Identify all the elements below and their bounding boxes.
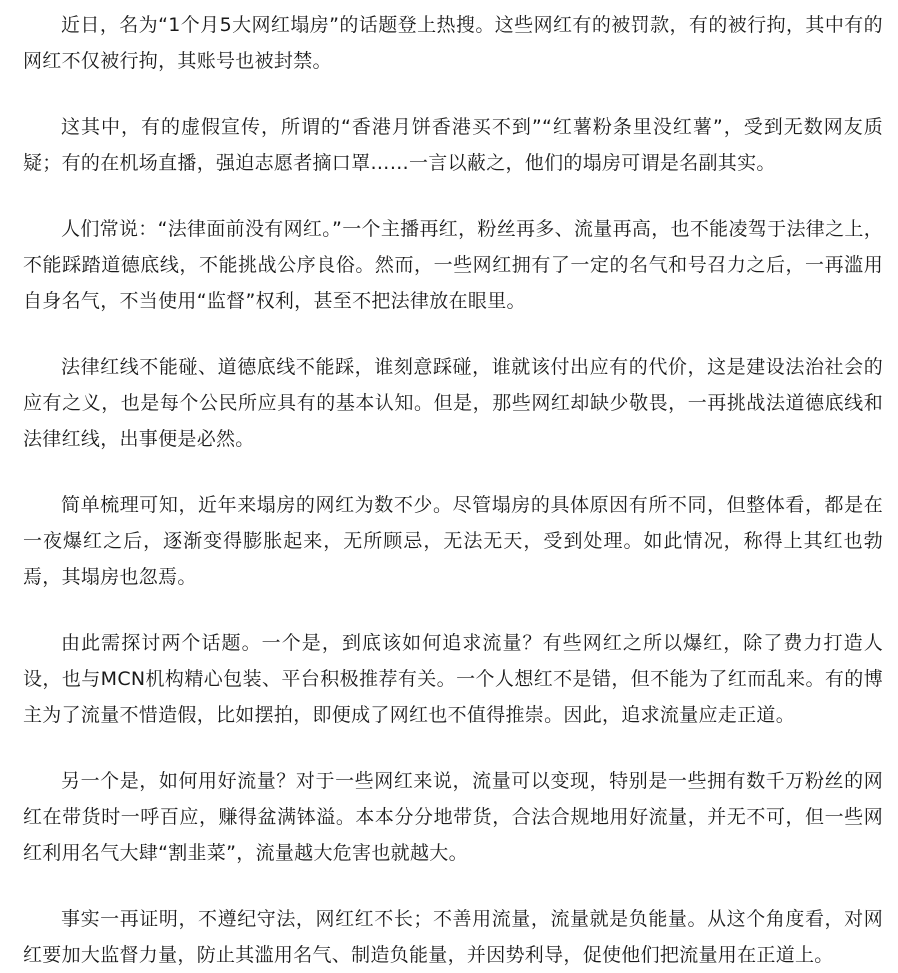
paragraph-7: 另一个是，如何用好流量？对于一些网红来说，流量可以变现，特别是一些拥有数千万粉丝的网红在带货时一呼百应，赚得盆满钵溢。本本分分地带货，合法合规地用好流量，并无不可，但一些网红利用名气大肆“割韭菜”，流量越大危害也就越大。	[23, 770, 883, 864]
paragraph-5: 简单梳理可知，近年来塌房的网红为数不少。尽管塌房的具体原因有所不同，但整体看，都是在一夜爆红之后，逐渐变得膨胀起来，无所顾忌，无法无天，受到处理。如此情况，称得上其红也勃焉，其塌房也忽焉。	[23, 494, 883, 588]
paragraph-6: 由此需探讨两个话题。一个是，到底该如何追求流量？有些网红之所以爆红，除了费力打造人设，也与MCN机构精心包装、平台积极推荐有关。一个人想红不是错，但不能为了红而乱来。有的博主为了流量不惜造假，比如摆拍，即便成了网红也不值得推崇。因此，追求流量应走正道。	[23, 632, 883, 726]
paragraph-3: 人们常说：“法律面前没有网红。”一个主播再红，粉丝再多、流量再高，也不能凌驾于法律之上，不能踩踏道德底线，不能挑战公序良俗。然而，一些网红拥有了一定的名气和号召力之后，一再滥用自身名气，不当使用“监督”权利，甚至不把法律放在眼里。	[23, 218, 883, 312]
paragraph-4: 法律红线不能碰、道德底线不能踩，谁刻意踩碰，谁就该付出应有的代价，这是建设法治社会的应有之义，也是每个公民所应具有的基本认知。但是，那些网红却缺少敬畏，一再挑战法道德底线和法律红线，出事便是必然。	[23, 356, 883, 450]
paragraph-1: 近日，名为“1个月5大网红塌房”的话题登上热搜。这些网红有的被罚款，有的被行拘，其中有的网红不仅被行拘，其账号也被封禁。	[23, 14, 883, 72]
article-body	[23, 7, 883, 973]
paragraph-8: 事实一再证明，不遵纪守法，网红红不长；不善用流量，流量就是负能量。从这个角度看，对网红要加大监督力量，防止其滥用名气、制造负能量，并因势利导，促使他们把流量用在正道上。	[23, 908, 883, 966]
paragraph-2: 这其中，有的虚假宣传，所谓的“香港月饼香港买不到”“红薯粉条里没红薯”，受到无数网友质疑；有的在机场直播，强迫志愿者摘口罩……一言以蔽之，他们的塌房可谓是名副其实。	[23, 116, 883, 174]
